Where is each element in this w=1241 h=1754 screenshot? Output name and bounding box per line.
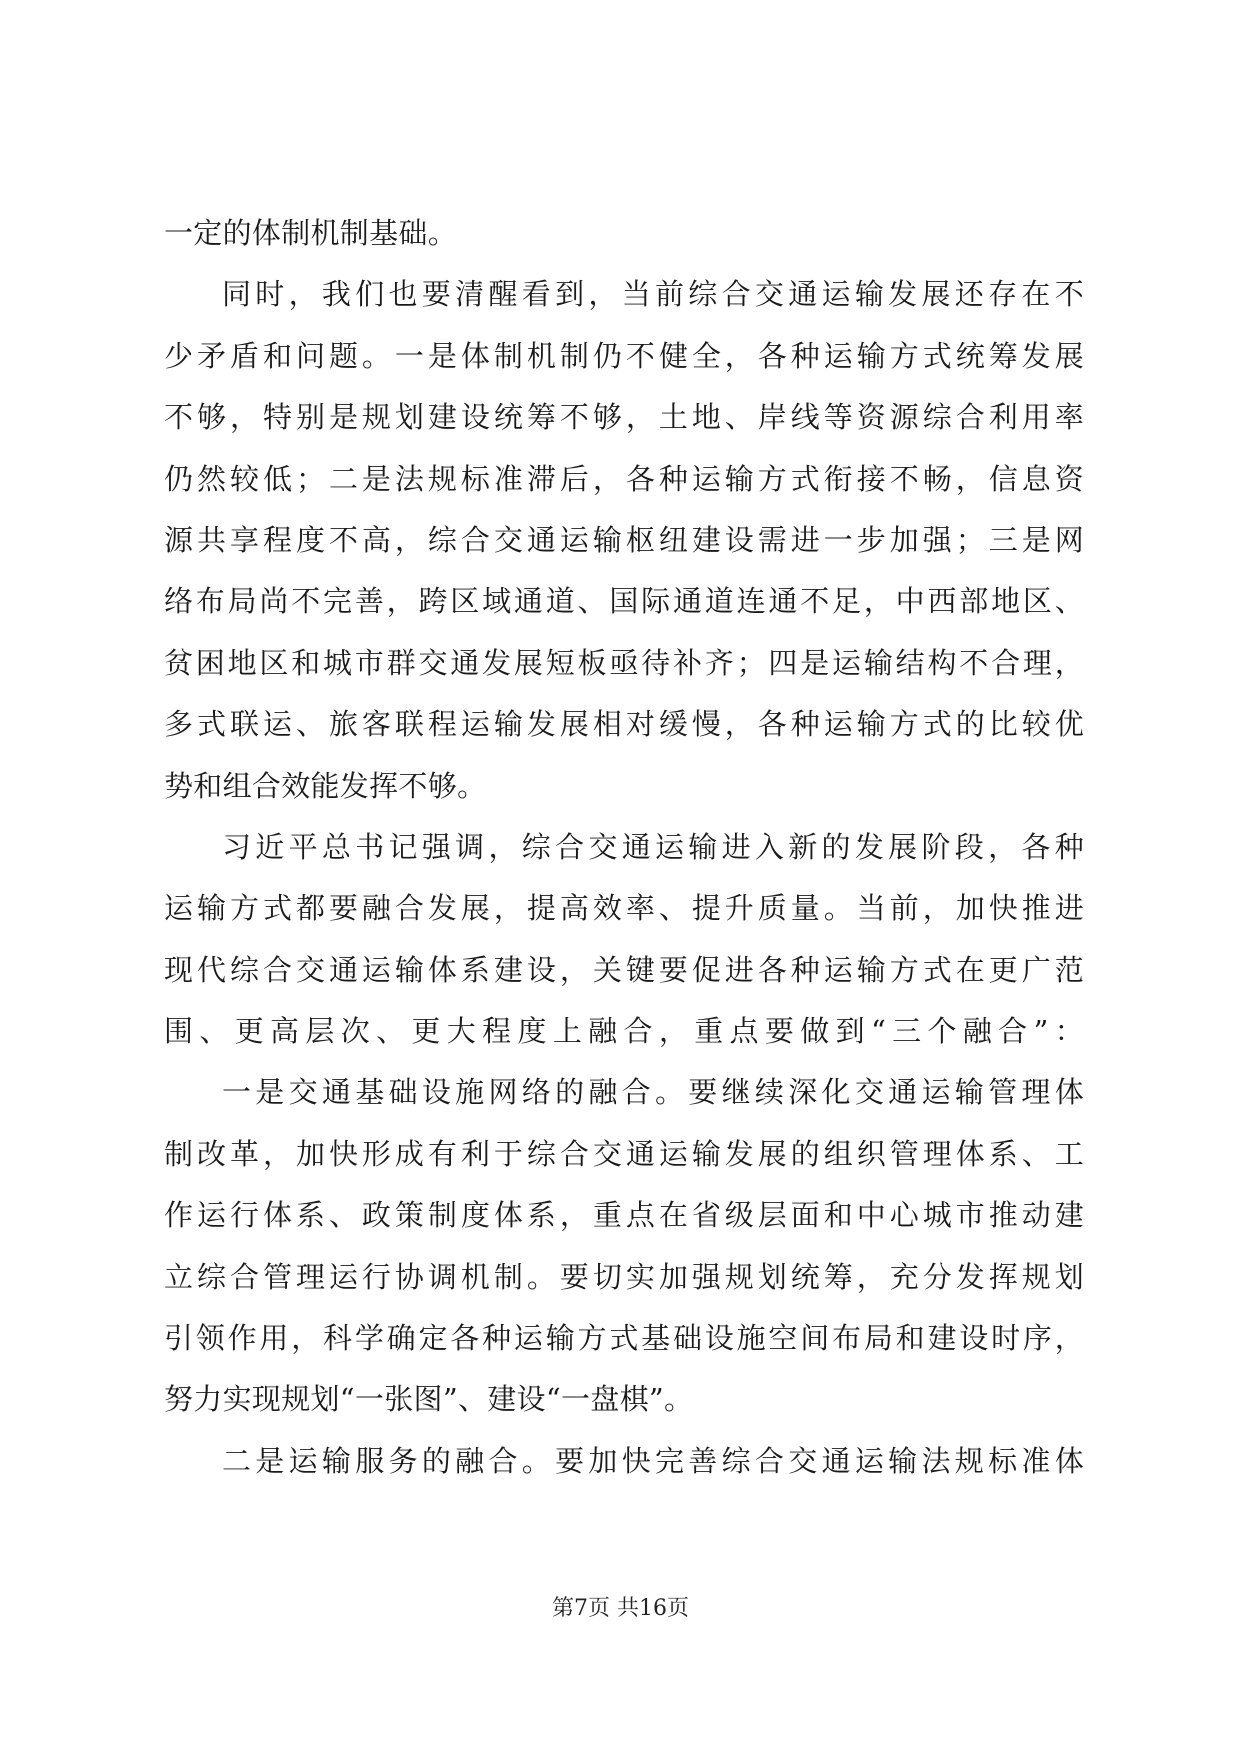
body-text [164, 203, 1084, 1492]
text-line: 源共享程度不高，综合交通运输枢纽建设需进一步加强；三是网 [164, 522, 1084, 557]
text-line: 引领作用，科学确定各种运输方式基础设施空间布局和建设时序， [164, 1321, 1084, 1356]
text-line: 立综合管理运行协调机制。要切实加强规划统筹，充分发挥规划 [164, 1259, 1084, 1294]
text-line: 现代综合交通运输体系建设，关键要促进各种运输方式在更广范 [164, 952, 1084, 987]
text-line: 多式联运、旅客联程运输发展相对缓慢，各种运输方式的比较优 [164, 707, 1084, 742]
text-line: 围、更高层次、更大程度上融合，重点要做到“三个融合”： [164, 1014, 1084, 1049]
text-line: 作运行体系、政策制度体系，重点在省级层面和中心城市推动建 [164, 1198, 1084, 1233]
page-footer: 第7页 共16页 [552, 1596, 689, 1621]
text-line: 一定的体制机制基础。 [164, 216, 458, 250]
text-line: 运输方式都要融合发展，提高效率、提升质量。当前，加快推进 [164, 891, 1084, 926]
text-line: 少矛盾和问题。一是体制机制仍不健全，各种运输方式统筹发展 [164, 338, 1084, 373]
text-line: 努力实现规划“一张图”、建设“一盘棋”。 [164, 1382, 694, 1417]
text-line: 仍然较低；二是法规标准滞后，各种运输方式衔接不畅，信息资 [164, 461, 1084, 496]
text-line: 不够，特别是规划建设统筹不够，土地、岸线等资源综合利用率 [164, 400, 1084, 435]
text-line: 制改革，加快形成有利于综合交通运输发展的组织管理体系、工 [164, 1136, 1084, 1171]
text-line: 同时，我们也要清醒看到，当前综合交通运输发展还存在不 [222, 277, 1084, 312]
text-line: 势和组合效能发挥不够。 [164, 768, 487, 803]
text-line: 一是交通基础设施网络的融合。要继续深化交通运输管理体 [222, 1075, 1084, 1110]
text-line: 络布局尚不完善，跨区域通道、国际通道连通不足，中西部地区、 [164, 584, 1084, 619]
text-line: 二是运输服务的融合。要加快完善综合交通运输法规标准体 [222, 1443, 1084, 1478]
text-line: 贫困地区和城市群交通发展短板亟待补齐；四是运输结构不合理， [164, 645, 1084, 680]
text-line: 习近平总书记强调，综合交通运输进入新的发展阶段，各种 [222, 829, 1084, 864]
